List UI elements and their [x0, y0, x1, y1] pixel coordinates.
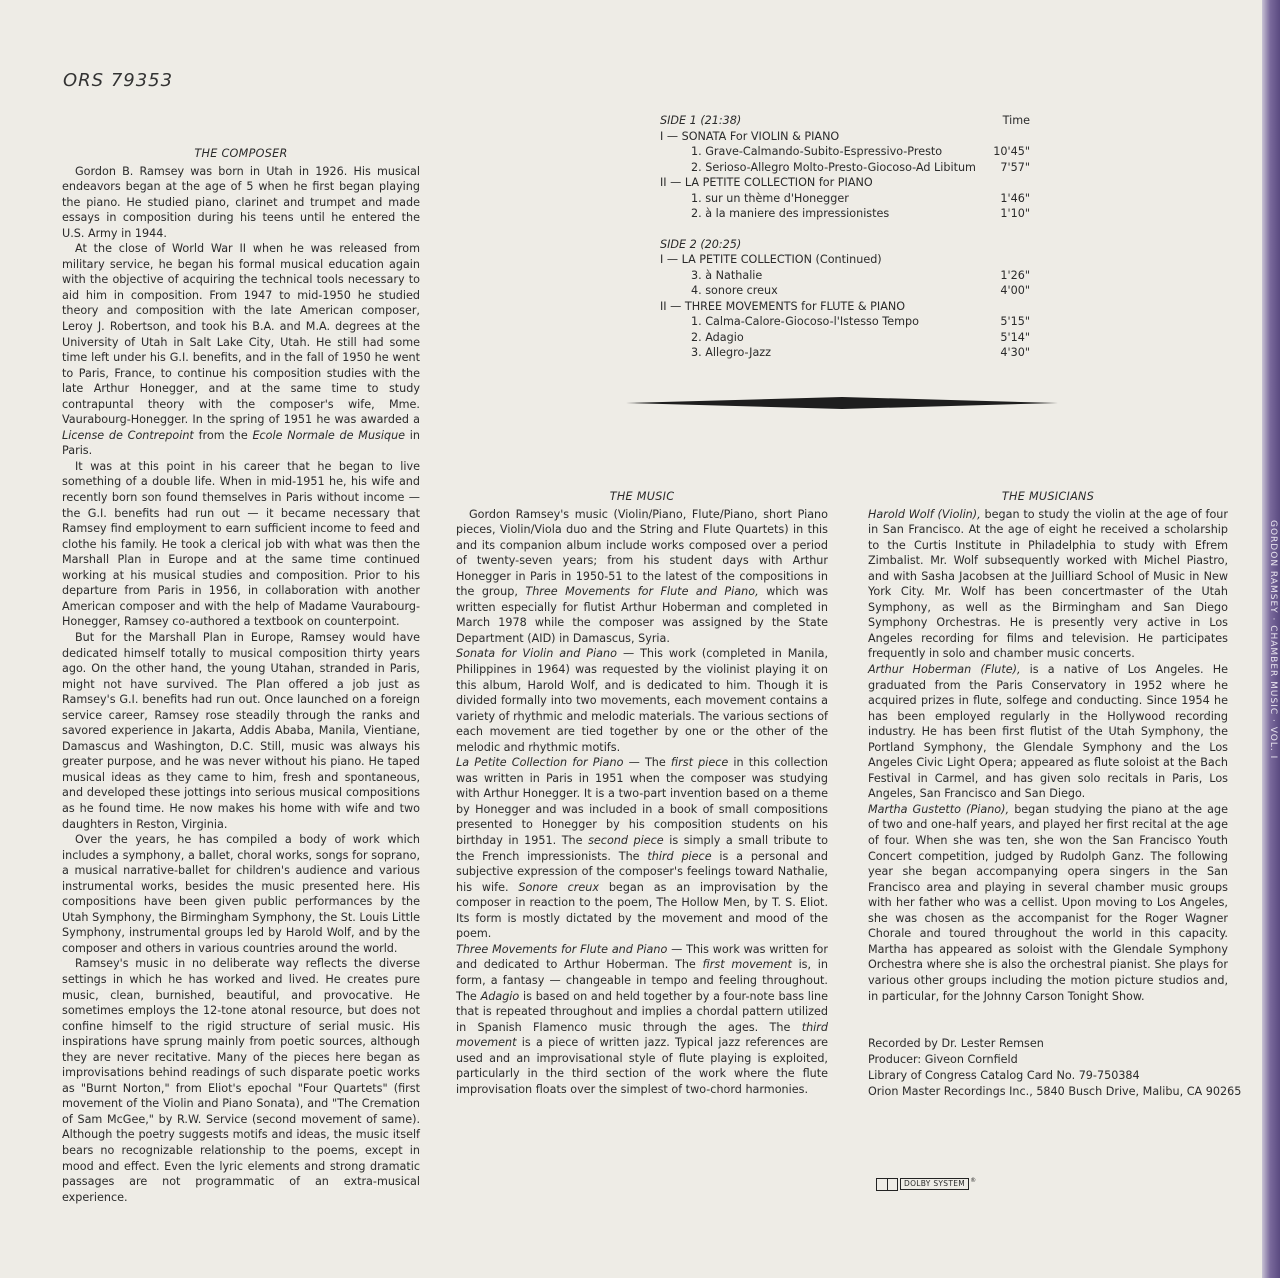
composer-paragraph: But for the Marshall Plan in Europe, Ramsey would have dedicated himself totally to musical composition thirty years ago. On the other hand, the young Utahan, stranded in Paris, might not have survived. The Plan offered a job just as Ramsey's G.I. benefits had run out. Once launched on a foreign service career, Ramsey rose steadily through the ranks and savored experience in Jakarta, Addis Ababa, Manila, Vientiane, Damascus and Washington, D.C. Still, music was always his greater purpose, and he was never without his piano. He taped musical ideas as they came to him, fresh and spontaneous, and developed these jottings into serious musical compositions as he found time. He now makes his home with wife and two daughters in Reston, Virginia.: [62, 630, 420, 831]
dolby-text: DOLBY SYSTEM: [900, 1178, 969, 1190]
tapered-divider: [626, 396, 1058, 410]
dolby-double-d-icon: [876, 1178, 898, 1191]
spine-text: GORDON RAMSEY · CHAMBER MUSIC · VOL. I: [1268, 520, 1278, 760]
track-row: 2. Serioso-Allegro Molto-Presto-Giocoso-Ad Libitum 7'57": [691, 160, 1030, 174]
track-listing: [660, 113, 1030, 361]
music-paragraph: Gordon Ramsey's music (Violin/Piano, Flute/Piano, short Piano pieces, Violin/Viola duo and the String and Flute Quartets) in this and its companion album include works composed over a period of twenty-seven years; from his student days with Arthur Honegger in Paris in 1950-51 to the latest of the compositions in the group, Three Movements for Flute and Piano, which was written especially for flutist Arthur Hoberman and completed in March 1978 while the composer was assigned by the State Department (AID) in Damascus, Syria.: [456, 507, 829, 645]
track-row: 1. Grave-Calmando-Subito-Espressivo-Presto 10'45": [691, 145, 1030, 158]
composer-paragraph: Ramsey's music in no deliberate way reflects the diverse settings in which he has worked and lived. He creates pure music, clean, burnished, beautiful, and provocative. He sometimes employs the 12-tone atonal resource, but does not confine himself to the rigid structure of serial music. His inspirations have sprung mainly from poetic sources, although they are never recitative. Many of the pieces here began as improvisations behind readings of such disparate poetic works as "Burnt Norton," from Eliot's epochal "Four Quartets" (first movement of the Violin and Piano Sonata), and "The Cremation of Sam McGee," by R.W. Service (second movement of same). Although the poetry suggests motifs and ideas, the music itself bears no recognizable relationship to the poems, except in mood and effect. Even the lyric elements and strong dramatic passages are not programmatic of an extra-musical experience.: [62, 957, 420, 1204]
label-address: Orion Master Recordings Inc., 5840 Busch Drive, Malibu, CA 90265: [868, 1085, 1242, 1098]
work-title: II — THREE MOVEMENTS for FLUTE & PIANO: [660, 299, 906, 313]
work-title: I — SONATA For VIOLIN & PIANO: [660, 129, 840, 143]
track-row: 3. Allegro-Jazz 4'30": [691, 346, 1030, 359]
composer-paragraph: Gordon B. Ramsey was born in Utah in 1926. His musical endeavors began at the age of 5 when he first began playing the piano. He studied piano, clarinet and trumpet and made essays in composition during his teens until he entered the U.S. Army in 1944.: [62, 164, 420, 240]
track-row: 1. sur un thème d'Honegger 1'46": [691, 191, 1030, 205]
composer-section: [62, 146, 420, 1205]
musicians-section: [868, 489, 1228, 1004]
musician-bio: Harold Wolf (Violin), began to study the violin at the age of four in San Francisco. At the age of eight he received a scholarship to the Curtis Institute in Philadelphia to study with Efrem Zimbalist. Mr. Wolf subsequently worked with Michel Piastro, and with Sasha Jacobsen at the Juilliard School of Music in New York City. Mr. Wolf has been concertmaster of the Utah Symphony, as well as the Birmingham and San Diego Symphony Orchestras. He is presently very active in Los Angeles recording for films and television. He participates frequently in solo and chamber music concerts.: [868, 507, 1228, 661]
credits-block: [868, 1036, 1241, 1100]
registered-mark: ®: [970, 1177, 977, 1184]
track-row: 1. Calma-Calore-Giocoso-l'Istesso Tempo 5'15": [691, 315, 1030, 328]
work-title: II — LA PETITE COLLECTION for PIANO: [660, 176, 873, 189]
composer-paragraph: At the close of World War II when he was released from military service, he began his formal musical education again with the objective of acquiring the technical tools necessary to aid him in composition. From 1947 to mid-1950 he studied theory and composition with the late American composer, Leroy J. Robertson, and took his B.A. and M.A. degrees at the University of Utah in Salt Lake City, Utah. He still had some time left under his G.I. benefits, and in the fall of 1950 he went to Paris, France, to continue his composition studies with the late Arthur Honegger, and at the same time to study contrapuntal theory with the composer's wife, Mme. Vaurabourg-Honegger. In the spring of 1951 he was awarded a License de Contrepoint from the Ecole Normale de Musique in Paris.: [62, 242, 420, 458]
recorded-by: Recorded by Dr. Lester Remsen: [868, 1037, 1044, 1050]
work-title: I — LA PETITE COLLECTION (Continued): [660, 253, 882, 266]
track-row: 2. Adagio 5'14": [691, 330, 1030, 344]
producer: Producer: Giveon Cornfield: [868, 1053, 1018, 1066]
music-heading: THE MUSIC: [609, 490, 675, 503]
musician-bio: Martha Gustetto (Piano), began studying the piano at the age of two and one-half years, and played her first recital at the age of four. When she was ten, she won the San Francisco Youth Concert competition, judged by Rudolph Ganz. The following year she began accompanying opera singers in the San Francisco area and playing in several chamber music groups with her father who was a cellist. Upon moving to Los Angeles, she was chosen as the accompanist for the Roger Wagner Chorale and toured throughout the world in this capacity. Martha has appeared as soloist with the Glendale Symphony Orchestra where she is also the orchestral pianist. She plays for various other groups including the motion picture studios and, in particular, for the Johnny Carson Tonight Show.: [868, 802, 1228, 1003]
track-row: 4. sonore creux 4'00": [691, 284, 1030, 297]
composer-paragraph: Over the years, he has compiled a body of work which includes a symphony, a ballet, choral works, songs for soprano, a musical narrative-ballet for children's audience and various instrumental works, besides the music presented here. His compositions have been given public performances by the Utah Symphony, the Birmingham Symphony, the St. Louis Little Symphony, instrumental groups led by Harold Wolf, and by the composer and others in various countries around the world.: [62, 833, 420, 955]
side-1-header: SIDE 1 (21:38) Time: [660, 114, 1030, 127]
musician-bio: Arthur Hoberman (Flute), is a native of Los Angeles. He graduated from the Paris Conservatory in 1952 where he acquired prizes in flute, solfege and conducting. Since 1954 he has been employed regularly in the Hollywood recording industry. He has been first flutist of the Utah Symphony, the Portland Symphony, the Glendale Symphony and the Los Angeles Civic Light Opera; appeared as flute soloist at the Bach Festival in Carmel, and has given solo recitals in Paris, Los Angeles, San Francisco and San Diego.: [868, 663, 1228, 801]
music-paragraph: La Petite Collection for Piano — The first piece in this collection was written in Paris in 1951 when the composer was studying with Arthur Honegger. It is a two-part invention based on a theme by Honegger and was included in a book of small compositions presented to Honegger by his composition students on his birthday in 1951. The second piece is simply a small tribute to the French impressionists. The third piece is a personal and subjective expression of the composer's feelings toward Nathalie, his wife. Sonore creux began as an improvisation by the composer in reaction to the poem, The Hollow Men, by T. S. Eliot. Its form is mostly dictated by the movement and mood of the poem.: [456, 756, 828, 941]
side-2-header: SIDE 2 (20:25): [660, 237, 742, 251]
musicians-heading: THE MUSICIANS: [1001, 490, 1095, 503]
music-paragraph: Sonata for Violin and Piano — This work (completed in Manila, Philippines in 1964) was requested by the violinist playing it on this album, Harold Wolf, and is dedicated to him. Though it is divided formally into two movements, each movement contains a variety of rhythmic and melodic materials. The various sections of each movement are tied together by one or the other of the melodic and rhythmic motifs.: [456, 647, 828, 754]
composer-heading: THE COMPOSER: [194, 147, 288, 160]
music-section: [456, 489, 828, 1097]
catalog-number: ORS 79353: [63, 70, 174, 91]
track-row: 2. à la maniere des impressionistes 1'10": [691, 207, 1030, 220]
music-paragraph: Three Movements for Flute and Piano — This work was written for and dedicated to Arthur Hoberman. The first movement is, in form, a fantasy — changeable in tempo and feeling throughout. The Adagio is based on and held together by a four-note bass line that is repeated throughout and implies a chordal pattern utilized in Spanish Flamenco music through the ages. The third movement is a piece of written jazz. Typical jazz references are used and an improvisational style of flute playing is exploited, particularly in the third section of the work where the flute improvisation floats over the simplest of two-chord harmonies.: [456, 942, 829, 1096]
library-of-congress: Library of Congress Catalog Card No. 79-750384: [868, 1069, 1140, 1082]
track-row: 3. à Nathalie 1'26": [691, 268, 1030, 282]
composer-paragraph: It was at this point in his career that he began to live something of a double life. When in mid-1951 he, his wife and recently born son found themselves in Paris without income — the G.I. benefits had run out — it became necessary that Ramsey find employment to earn sufficient income to feed and clothe his family. He took a clerical job with what was then the Marshall Plan in Europe and at the same time continued working at his musical studies and composition. Prior to his departure from Paris in 1956, in collaboration with another American composer and with the help of Madame Vaurabourg-Honegger, Ramsey co-authored a textbook on counterpoint.: [62, 459, 420, 629]
dolby-system-logo: [876, 1177, 976, 1191]
